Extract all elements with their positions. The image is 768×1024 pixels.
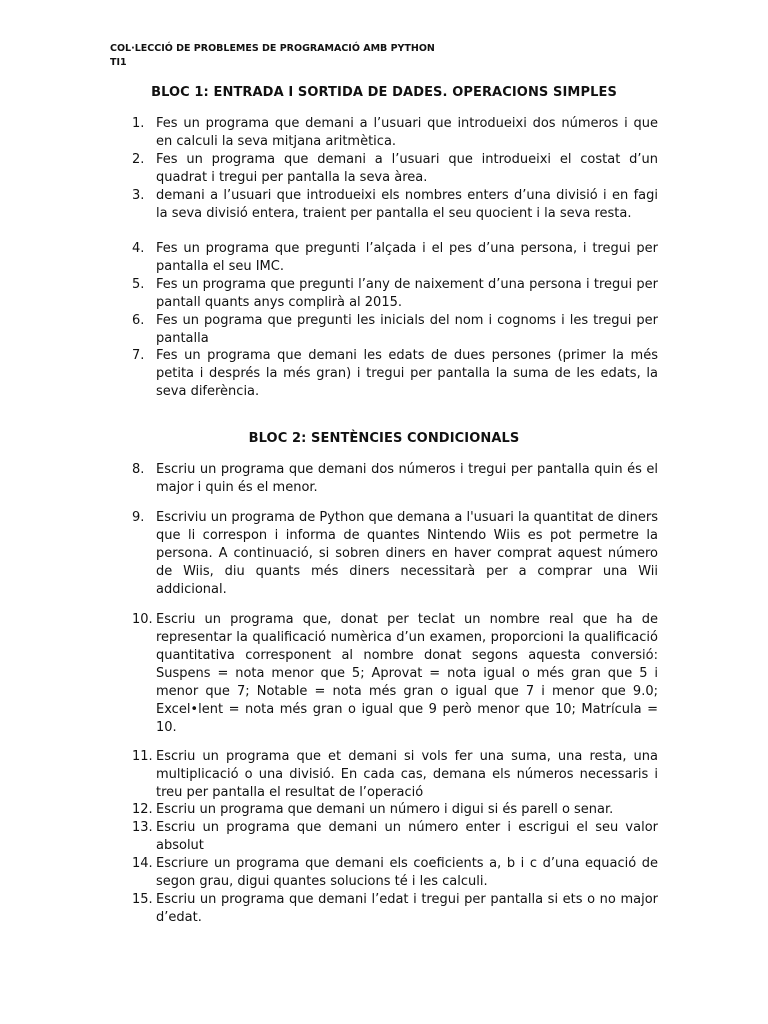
problem-item: [132, 748, 658, 802]
problem-text: demani a l’usuari que introdueixi els nombres enters d’una divisió i en fagi la seva divisió entera, traient per pantalla el seu quocient i la seva resta.: [156, 188, 658, 221]
problem-number: 10.: [132, 612, 153, 627]
header-course-code: TI1: [110, 57, 127, 68]
problem-item: [132, 312, 658, 348]
problem-text: Escriu un programa que demani un número i digui si és parell o senar.: [156, 802, 614, 817]
problem-item: [132, 855, 658, 891]
problem-item: [132, 509, 658, 599]
problem-number: 15.: [132, 892, 153, 907]
header-collection-title: COL·LECCIÓ DE PROBLEMES DE PROGRAMACIÓ AMB PYTHON: [110, 43, 435, 54]
problem-number: 11.: [132, 749, 153, 764]
document-header: [110, 42, 435, 70]
problem-number: 12.: [132, 802, 153, 817]
problem-text: Escriu un programa que et demani si vols fer una suma, una resta, una multiplicació o una divisió. En cada cas, demana els números necessaris i treu per pantalla el resultat de l’operació: [156, 749, 658, 800]
problem-number: 8.: [132, 462, 145, 477]
problem-number: 2.: [132, 152, 145, 167]
problem-number: 6.: [132, 313, 145, 328]
problem-text: Escriviu un programa de Python que demana a l'usuari la quantitat de diners que li correspon i informa de quantes Nintendo Wiis es pot permetre la persona. A continuació, si sobren diners en haver comprat aquest número de Wiis, diu quants més diners necessitarà per a comprar una Wii addicional.: [156, 510, 658, 597]
problem-item: [132, 461, 658, 497]
problem-number: 5.: [132, 277, 145, 292]
problem-text: Fes un programa que demani les edats de dues persones (primer la més petita i després la més gran) i tregui per pantalla la suma de les edats, la seva diferència.: [156, 348, 658, 399]
problem-item: [132, 347, 658, 401]
problem-item: [132, 276, 658, 312]
problem-number: 14.: [132, 856, 153, 871]
problem-item: [132, 819, 658, 855]
problem-item: [132, 611, 658, 737]
problem-text: Fes un pograma que pregunti les inicials del nom i cognoms i les tregui per pantalla: [156, 313, 658, 346]
problem-text: Escriu un programa que demani un número enter i escrigui el seu valor absolut: [156, 820, 658, 853]
problem-text: Fes un programa que demani a l’usuari que introdueixi dos números i que en calculi la seva mitjana aritmètica.: [156, 116, 658, 149]
problem-text: Escriu un programa que demani l’edat i tregui per pantalla si ets o no major d’edat.: [156, 892, 658, 925]
problem-text: Fes un programa que demani a l’usuari que introdueixi el costat d’un quadrat i tregui per pantalla la seva àrea.: [156, 152, 658, 185]
problem-text: Fes un programa que pregunti l’any de naixement d’una persona i tregui per pantall quants anys complirà al 2015.: [156, 277, 658, 310]
problem-item: [132, 801, 658, 819]
bloc2-title: BLOC 2: SENTÈNCIES CONDICIONALS: [248, 431, 520, 446]
problem-text: Fes un programa que pregunti l’alçada i el pes d’una persona, i tregui per pantalla el seu IMC.: [156, 241, 658, 274]
problem-item: [132, 115, 658, 151]
problem-number: 13.: [132, 820, 153, 835]
problem-number: 1.: [132, 116, 145, 131]
problem-item: [132, 891, 658, 927]
problem-text: Escriu un programa que demani dos números i tregui per pantalla quin és el major i quin és el menor.: [156, 462, 658, 495]
problem-number: 7.: [132, 348, 145, 363]
problem-item: [132, 187, 658, 223]
problem-number: 4.: [132, 241, 145, 256]
problem-item: [132, 151, 658, 187]
problem-text: Escriu un programa que, donat per teclat un nombre real que ha de representar la qualificació numèrica d’un examen, proporcioni la qualificació quantitativa corresponent al nombre donat segons aquesta conversió: Suspens = nota menor que 5; Aprovat = nota igual o més gran que 5 i menor que 7; Notable = nota més gran o igual que 7 i menor que 9.0; Excel•lent = nota més gran o igual que 9 però menor que 10; Matrícula = 10.: [156, 612, 658, 735]
problem-number: 9.: [132, 510, 145, 525]
problem-number: 3.: [132, 188, 145, 203]
problem-item: [132, 240, 658, 276]
bloc1-title: BLOC 1: ENTRADA I SORTIDA DE DADES. OPERACIONS SIMPLES: [151, 85, 617, 100]
problem-text: Escriure un programa que demani els coeficients a, b i c d’una equació de segon grau, digui quantes solucions té i les calculi.: [156, 856, 658, 889]
